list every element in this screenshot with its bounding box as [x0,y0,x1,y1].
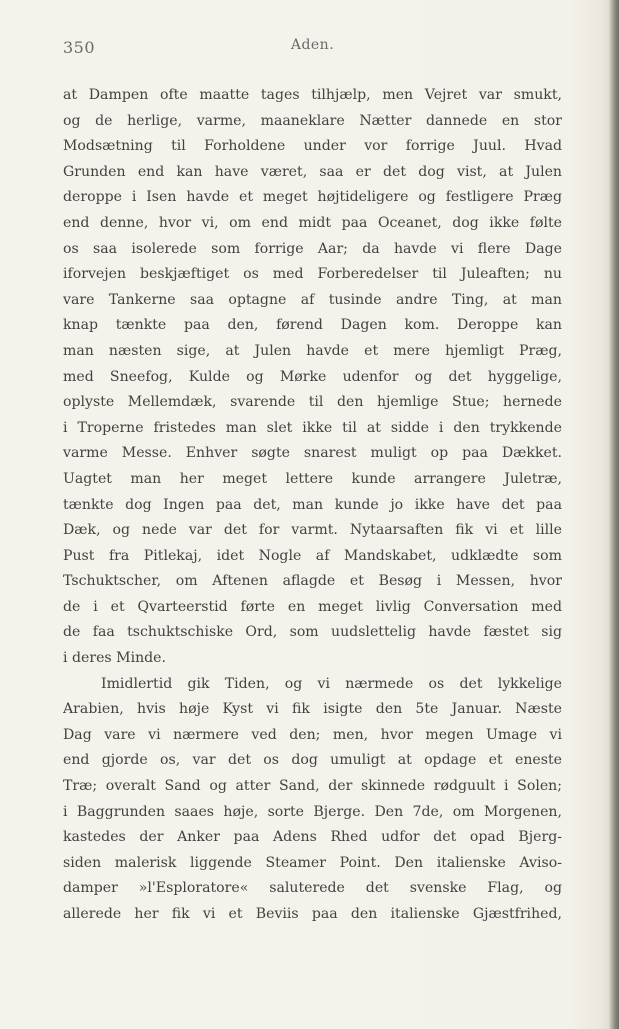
text-line: de faa tschuktschiske Ord, som uudslettelig havde fæstet sig [63,624,562,641]
text-line: os saa isolerede som forrige Aar; da havde vi flere Dage [63,240,562,257]
text-line: de i et Qvarteerstid førte en meget livlig Conversation med [63,598,562,615]
text-line: varme Messe. Enhver søgte snarest muligt op paa Dækket. [63,445,562,462]
paragraph-1 [63,83,562,672]
page-number: 350 [63,38,96,57]
text-line: Arabien, hvis høje Kyst vi fik isigte den 5te Januar. Næste [63,701,562,718]
text-line: oplyste Mellemdæk, svarende til den hjemlige Stue; hernede [63,394,562,411]
text-line: med Sneefog, Kulde og Mørke udenfor og det hyggelige, [63,368,562,385]
text-line: vare Tankerne saa optagne af tusinde andre Ting, at man [63,291,562,308]
text-line: man næsten sige, at Julen havde et mere hjemligt Præg, [63,342,562,359]
text-line: og de herlige, varme, maaneklare Nætter dannede en stor [63,112,562,129]
text-line: Imidlertid gik Tiden, og vi nærmede os det lykkelige [101,675,562,692]
text-line: i deres Minde. [63,650,166,667]
text-line: end gjorde os, var det os dog umuligt at opdage et eneste [63,752,562,769]
text-line: Dag vare vi nærmere ved den; men, hvor megen Umage vi [63,726,562,743]
text-line: Træ; overalt Sand og atter Sand, der skinnede rødguult i Solen; [63,778,562,795]
text-line: deroppe i Isen havde et meget højtideligere og festligere Præg [63,189,562,206]
text-line: Grunden end kan have været, saa er det dog vist, at Julen [63,163,562,180]
page-edge [609,0,619,1029]
body-text [63,83,562,928]
page-header [63,38,562,60]
text-line: at Dampen ofte maatte tages tilhjælp, men Vejret var smukt, [63,87,562,103]
text-line: damper »l'Esploratore« saluterede det svenske Flag, og [63,880,562,897]
text-line: tænkte dog Ingen paa det, man kunde jo ikke have det paa [63,496,562,513]
text-line: Modsætning til Forholdene under vor forrige Juul. Hvad [63,138,562,155]
text-line: Tschuktscher, om Aftenen aflagde et Besøg i Messen, hvor [63,573,562,590]
text-line: Pust fra Pitlekaj, idet Nogle af Mandskabet, udklædte som [63,547,562,564]
running-title: Aden. [290,37,335,53]
text-line: siden malerisk liggende Steamer Point. Den italienske Aviso- [63,854,562,871]
text-line: iforvejen beskjæftiget os med Forberedelser til Juleaften; nu [63,266,562,283]
paragraph-2 [63,672,562,928]
text-line: i Baggrunden saaes høje, sorte Bjerge. Den 7de, om Morgenen, [63,803,562,820]
text-line: end denne, hvor vi, om end midt paa Oceanet, dog ikke følte [63,214,562,231]
text-line: i Troperne fristedes man slet ikke til at sidde i den trykkende [63,419,562,436]
text-line: Dæk, og nede var det for varmt. Nytaarsaften fik vi et lille [63,522,562,539]
text-line: knap tænkte paa den, førend Dagen kom. Deroppe kan [63,317,562,334]
text-line: Uagtet man her meget lettere kunde arrangere Juletræ, [63,470,562,487]
text-line: allerede her fik vi et Beviis paa den italienske Gjæstfrihed, [63,906,562,922]
text-line: kastedes der Anker paa Adens Rhed udfor det opad Bjerg- [63,829,562,846]
